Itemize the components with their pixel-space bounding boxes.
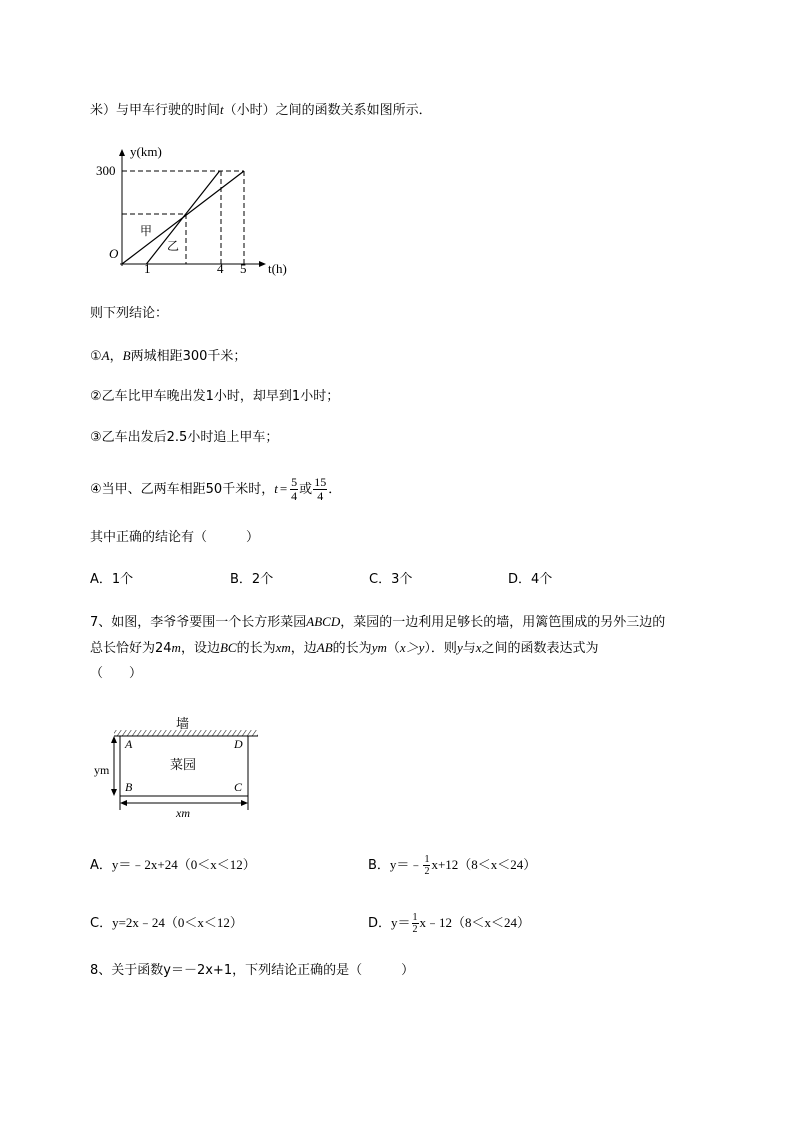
intro-before: 米）与甲车行驶的时间: [90, 103, 221, 118]
conclusion-4: [90, 472, 341, 507]
corner-b: B: [125, 780, 133, 794]
intro-t: t: [220, 102, 224, 117]
c4-end: ．: [328, 482, 342, 497]
q7-l2-f: （: [386, 641, 400, 656]
corner-a: A: [125, 737, 133, 751]
q7-a-body: y＝﹣2x+24（0＜x＜12）: [111, 857, 256, 872]
corner-c: C: [234, 780, 243, 794]
origin-label: O: [109, 246, 119, 261]
q7-b-num: 1: [424, 854, 430, 865]
q7-l2-m: m: [171, 640, 181, 655]
c4-text: ④当甲、乙两车相距50千米时，: [90, 482, 275, 497]
conclusion-1: [90, 348, 246, 365]
y-axis-label: y(km): [130, 144, 162, 159]
q7-l1-b: ，菜园的一边利用足够长的墙，用篱笆围成的另外三边的: [340, 615, 666, 630]
c1-b: B: [122, 348, 131, 363]
x-tick-4: 4: [217, 261, 224, 276]
q7-d-y: y＝: [391, 915, 411, 930]
q7-b-prefix: B．: [368, 858, 390, 873]
c4-eq: =: [279, 481, 288, 496]
q7-d-prefix: D．: [368, 916, 392, 931]
q7-b-den: 2: [424, 866, 430, 877]
q7-x-gt-y: x＞y: [399, 640, 425, 655]
conclusion-2: ②乙车比甲车晚出发1小时，却早到1小时；: [90, 389, 340, 404]
wall-label: 墙: [176, 716, 190, 731]
q7-b-rest: x+12（8＜x＜24）: [431, 857, 537, 872]
q7-abcd: ABCD: [306, 614, 341, 629]
c4-fraction-1: [290, 476, 298, 503]
distance-time-graph: [90, 140, 310, 280]
c4-fraction-2: [313, 476, 327, 503]
q7-l2-c: 的长为: [236, 641, 276, 656]
q7-l1-a: 7、如图，李爷爷要围一个长方形菜园: [90, 615, 307, 630]
q7-option-a[interactable]: [90, 857, 256, 874]
q7-l2-a: 总长恰好为24: [90, 641, 172, 656]
q7-ab: AB: [316, 640, 333, 655]
q7-l2-g: ）．则: [424, 641, 457, 656]
c4-f2-num: 15: [314, 475, 327, 489]
q7-option-c[interactable]: [90, 915, 243, 932]
series-jia-label: 甲: [140, 224, 153, 238]
width-label: xm: [176, 806, 190, 820]
c1-text: 两城相距300千米；: [130, 349, 247, 364]
y-axis-arrow: [119, 149, 125, 156]
q7-b-fraction: [423, 854, 430, 877]
garden-figure: [90, 710, 270, 820]
garden-label: 菜园: [170, 757, 197, 772]
height-arrow-top: [111, 736, 117, 743]
q7-option-d[interactable]: [368, 908, 530, 939]
q7-d-den: 2: [412, 924, 418, 935]
q6-option-b[interactable]: B．2个: [230, 572, 274, 587]
q7-option-b[interactable]: [368, 850, 536, 881]
q7-a-prefix: A．: [90, 858, 112, 873]
x-tick-1: 1: [144, 261, 151, 276]
q7-d-fraction: [412, 912, 419, 935]
c1-sep: ，: [109, 349, 123, 364]
q7-l2-e: 的长为: [332, 641, 372, 656]
intro-after: （小时）之间的函数关系如图所示．: [223, 103, 432, 118]
q7-line-3: （ ）: [90, 666, 143, 681]
q7-l2-i: 之间的函数表达式为: [481, 641, 599, 656]
q7-l2-b: ，设边: [180, 641, 220, 656]
c4-f1-den: 4: [291, 489, 298, 503]
q7-l2-h: 与: [462, 641, 476, 656]
height-arrow-bottom: [111, 789, 117, 796]
conclusions-intro: 则下列结论：: [90, 306, 169, 321]
q6-prompt: 其中正确的结论有（ ）: [90, 530, 260, 545]
q7-b-y: y＝﹣: [389, 857, 423, 872]
conclusion-3: ③乙车出发后2.5小时追上甲车；: [90, 430, 279, 445]
corner-d: D: [234, 737, 243, 751]
q7-c-body: y=2x﹣24（0＜x＜12）: [112, 915, 243, 930]
x-axis-label: t(h): [268, 261, 287, 276]
q7-y: y: [456, 640, 463, 655]
series-yi-label: 乙: [167, 239, 180, 253]
c1-a: A: [101, 348, 110, 363]
q7-x: x: [475, 640, 482, 655]
q6-option-c[interactable]: C．3个: [369, 572, 413, 587]
q8-stem: 8、关于函数y＝－2x+1，下列结论正确的是（ ）: [90, 963, 415, 978]
width-arrow-right: [241, 800, 248, 806]
height-label: ym: [94, 763, 110, 777]
q7-bc: BC: [219, 640, 237, 655]
c4-t: t: [274, 481, 278, 496]
c4-f2-den: 4: [317, 489, 324, 503]
intro-line: [90, 102, 432, 119]
q7-line-2: [90, 640, 599, 657]
q6-option-d[interactable]: D．4个: [508, 572, 553, 587]
series-yi-line: [146, 171, 219, 264]
q7-ym: ym: [371, 640, 387, 655]
q7-l2-d: ，边: [290, 641, 317, 656]
q7-d-num: 1: [412, 912, 418, 923]
q7-xm: xm: [275, 640, 291, 655]
q6-option-a[interactable]: A．1个: [90, 572, 134, 587]
q7-c-prefix: C．: [90, 916, 113, 931]
width-arrow-left: [120, 800, 127, 806]
q7-line-1: [90, 614, 665, 631]
q7-d-rest: x﹣12（8＜x＜24）: [419, 915, 531, 930]
c1-mark: ①: [90, 349, 102, 364]
x-axis-arrow: [259, 261, 266, 267]
c4-f1-num: 5: [291, 475, 298, 489]
y-tick-300: 300: [96, 163, 116, 178]
x-tick-5: 5: [240, 261, 247, 276]
c4-or: 或: [299, 482, 313, 497]
